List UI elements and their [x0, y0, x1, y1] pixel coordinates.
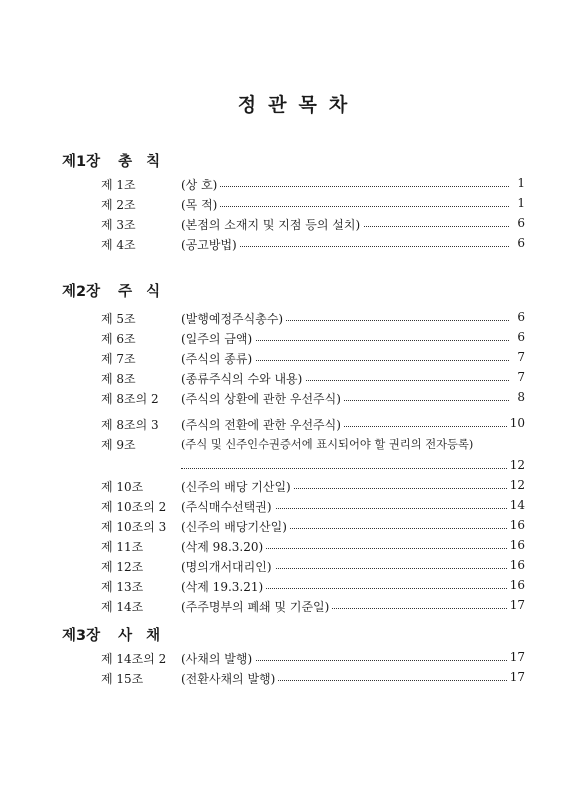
page-number: 12 [507, 478, 525, 492]
article-title: (사채의 발행) [181, 650, 255, 667]
toc-entry [101, 216, 525, 234]
article-number: 제 8조의 3 [101, 418, 159, 432]
article-title: (전환사채의 발행) [181, 670, 278, 687]
page-number: 1 [514, 196, 525, 210]
dot-leader [181, 468, 509, 469]
page-number: 17 [507, 650, 525, 664]
toc-entry [101, 370, 525, 388]
chapter-name: 사채 [118, 628, 175, 644]
page-number: 6 [514, 216, 525, 230]
article-title: (상 호) [181, 176, 220, 193]
article-number: 제 10조의 3 [101, 520, 167, 534]
article-number: 제 8조의 2 [101, 392, 159, 406]
article-number: 제 15조 [101, 672, 144, 686]
article-number: 제 13조 [101, 580, 144, 594]
page-number: 1 [514, 176, 525, 190]
chapter-heading-1 [62, 150, 174, 171]
article-number: 제 10조의 2 [101, 500, 167, 514]
page-number: 7 [514, 350, 525, 364]
article-title: (신주의 배당 기산일) [181, 478, 294, 495]
page-number: 8 [514, 390, 525, 404]
page-number: 17 [507, 598, 525, 612]
article-number: 제 4조 [101, 238, 136, 252]
toc-entry [101, 538, 525, 556]
article-title: (주식매수선택권) [181, 498, 275, 515]
page-number: 10 [507, 416, 525, 430]
chapter-name: 주식 [118, 284, 175, 300]
toc-entry [101, 518, 525, 536]
toc-entry [101, 176, 525, 194]
article-number: 제 3조 [101, 218, 136, 232]
toc-entry [101, 498, 525, 516]
document-title: 정관목차 [237, 94, 360, 116]
page-number: 12 [507, 458, 525, 472]
dot-leader [181, 206, 509, 207]
page-number: 16 [507, 538, 525, 552]
toc-entry [101, 558, 525, 576]
article-title: (주식 및 신주인수권증서에 표시되어야 할 권리의 전자등록) [181, 436, 476, 452]
toc-entry-continuation [181, 458, 525, 476]
article-title: (주식의 상환에 관한 우선주식) [181, 390, 344, 407]
toc-entry [101, 478, 525, 496]
toc-entry [101, 310, 525, 328]
article-title: (주식의 전환에 관한 우선주식) [181, 416, 344, 433]
toc-entry [101, 196, 525, 214]
toc-entry [101, 578, 525, 596]
article-title: (공고방법) [181, 236, 240, 253]
toc-entry [101, 436, 525, 472]
article-number: 제 8조 [101, 372, 136, 386]
article-title: (목 적) [181, 196, 220, 213]
article-title: (주식의 종류) [181, 350, 255, 367]
page-number: 16 [507, 518, 525, 532]
chapter-label: 제3장 [62, 628, 101, 644]
article-title: (삭제 19.3.21) [181, 578, 266, 595]
article-title: (신주의 배당기산일) [181, 518, 290, 535]
article-number: 제 12조 [101, 560, 144, 574]
article-number: 제 6조 [101, 332, 136, 346]
article-title: (명의개서대리인) [181, 558, 275, 575]
page-number: 14 [507, 498, 525, 512]
article-title: (본점의 소재지 및 지점 등의 설치) [181, 216, 363, 233]
article-title: (주주명부의 폐쇄 및 기준일) [181, 598, 332, 615]
toc-entry [101, 670, 525, 688]
article-number: 제 1조 [101, 178, 136, 192]
page-number: 16 [507, 578, 525, 592]
article-number: 제 10조 [101, 480, 144, 494]
page-number: 6 [514, 330, 525, 344]
page-number: 16 [507, 558, 525, 572]
article-number: 제 9조 [101, 438, 136, 452]
article-title: (종류주식의 수와 내용) [181, 370, 305, 387]
chapter-heading-3 [62, 624, 174, 645]
chapter-heading-2 [62, 280, 174, 301]
page-number: 17 [507, 670, 525, 684]
dot-leader [181, 186, 509, 187]
toc-entry [101, 650, 525, 668]
article-number: 제 11조 [101, 540, 144, 554]
toc-entry [101, 390, 525, 408]
article-title: (삭제 98.3.20) [181, 538, 266, 555]
article-number: 제 2조 [101, 198, 136, 212]
page-number: 6 [514, 236, 525, 250]
page-number: 7 [514, 370, 525, 384]
toc-entry [101, 236, 525, 254]
article-number: 제 7조 [101, 352, 136, 366]
chapter-label: 제2장 [62, 284, 101, 300]
chapter-name: 총칙 [118, 154, 175, 170]
article-number: 제 14조의 2 [101, 652, 167, 666]
article-number: 제 5조 [101, 312, 136, 326]
article-title: (발행예정주식총수) [181, 310, 286, 327]
article-number: 제 14조 [101, 600, 144, 614]
toc-entry [101, 350, 525, 368]
article-title: (일주의 금액) [181, 330, 255, 347]
toc-entry [101, 416, 525, 434]
toc-entry [101, 330, 525, 348]
toc-entry [101, 598, 525, 616]
page-number: 6 [514, 310, 525, 324]
chapter-label: 제1장 [62, 154, 101, 170]
